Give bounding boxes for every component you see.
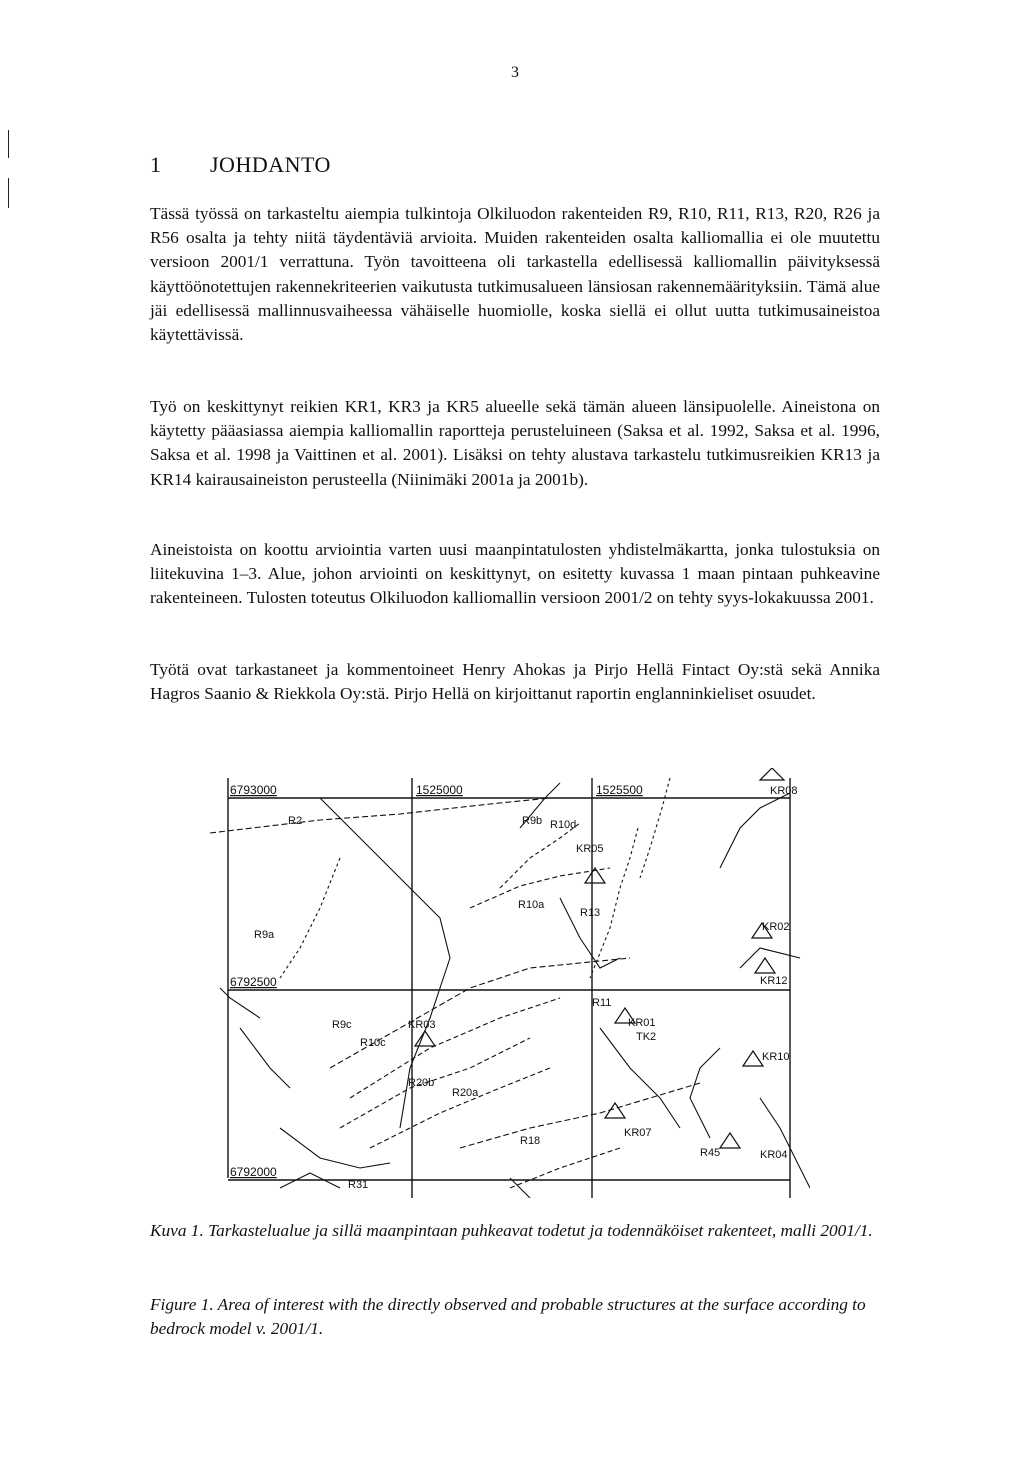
map-label: KR04 xyxy=(760,1149,788,1161)
coord-y-top: 6793000 xyxy=(230,783,277,797)
map-label: R45 xyxy=(700,1147,721,1159)
map-label: R9a xyxy=(254,929,275,941)
coord-y-mid: 6792500 xyxy=(230,975,277,989)
map-label: R20a xyxy=(452,1087,479,1099)
map-label: R31 xyxy=(348,1179,369,1191)
paragraph-1: Tässä työssä on tarkasteltu aiempia tulkintoja Olkiluodon rakenteiden R9, R10, R11, R13, R20, R26 ja R56 osalta ja tehty niitä täydentäviä arvioita. Muiden rakenteiden osalta kalliomallia ei ole muutettu versioon 2001/1 verrattuna. Työn tavoitteena oli tarkastella edellisessä kalliomallin päivityksessä käyttöönotettujen rakennekriteerien vaikutusta tutkimusalueen länsiosan rakennemäärityksiin. Tämä alue jäi edellisessä mallinnusvaiheessa vähäiselle huomiolle, koska siellä ei ollut uutta tutkimusaineistoa käytettävissä. xyxy=(150,204,880,345)
margin-mark-top xyxy=(8,130,9,158)
map-label: KR10 xyxy=(762,1051,790,1063)
map-label: R11 xyxy=(592,997,612,1009)
map-label: R9c xyxy=(332,1019,352,1031)
map-label: R20b xyxy=(408,1077,435,1089)
section-number: 1 xyxy=(150,152,162,177)
section-title: JOHDANTO xyxy=(210,152,331,177)
figure-caption-english: Figure 1. Area of interest with the directly observed and probable structures at the surface according to bedrock model v. 2001/1. xyxy=(150,1295,866,1339)
map-label: R2 xyxy=(288,815,303,827)
figure-caption-finnish: Kuva 1. Tarkastelualue ja sillä maanpintaan puhkeavat todetut ja todennäköiset rakenteet, malli 2001/1. xyxy=(150,1221,873,1240)
coord-x-left: 1525000 xyxy=(416,783,463,797)
map-label: R18 xyxy=(520,1135,541,1147)
map-label: TK2 xyxy=(636,1031,657,1043)
map-label: KR12 xyxy=(760,975,788,987)
margin-mark-bottom xyxy=(8,178,9,208)
map-label: KR05 xyxy=(576,843,604,855)
page-number: 3 xyxy=(511,64,519,81)
structure-map-figure xyxy=(200,768,810,1198)
paragraph-4: Työtä ovat tarkastaneet ja kommentoineet Henry Ahokas ja Pirjo Hellä Fintact Oy:stä sekä Annika Hagros Saanio & Riekkola Oy:stä. Pirjo Hellä on kirjoittanut raportin englanninkieliset osuudet. xyxy=(150,660,880,704)
structure-traces xyxy=(210,778,810,1198)
map-label: R13 xyxy=(580,907,601,919)
map-label: R10d xyxy=(550,819,577,831)
map-label: KR02 xyxy=(762,921,790,933)
section-heading xyxy=(150,152,331,178)
map-label: KR07 xyxy=(624,1127,652,1139)
coord-y-bottom: 6792000 xyxy=(230,1165,277,1179)
paragraph-3: Aineistoista on koottu arviointia varten uusi maanpintatulosten yhdistelmäkartta, jonka tulostuksia on liitekuvina 1–3. Alue, johon arviointi on keskittynyt, on esitetty kuvassa 1 maan pintaan puhkeavine rakenteineen. Tulosten toteutus Olkiluodon kalliomallin versioon 2001/2 on tehty syys-lokakuussa 2001. xyxy=(150,540,880,608)
map-label: KR08 xyxy=(770,785,798,797)
map-label: KR01 xyxy=(628,1017,656,1029)
map-label: R9b xyxy=(522,815,543,827)
map-label: R10c xyxy=(360,1037,386,1049)
map-grid xyxy=(228,778,790,1198)
coord-x-right: 1525500 xyxy=(596,783,643,797)
map-labels xyxy=(254,785,798,1191)
paragraph-2: Työ on keskittynyt reikien KR1, KR3 ja KR5 alueelle sekä tämän alueen länsipuolelle. Aineistona on käytetty pääasiassa aiempia kalliomallin raportteja perusteluineen (Saksa et al. 1992, Saksa et al. 1996, Saksa et al. 1998 ja Vaittinen et al. 2001). Lisäksi on tehty alustava tarkastelu tutkimusreikien KR13 ja KR14 kairausaineiston perusteella (Niinimäki 2001a ja 2001b). xyxy=(150,397,880,489)
map-label: R10a xyxy=(518,899,545,911)
map-label: KR03 xyxy=(408,1019,436,1031)
